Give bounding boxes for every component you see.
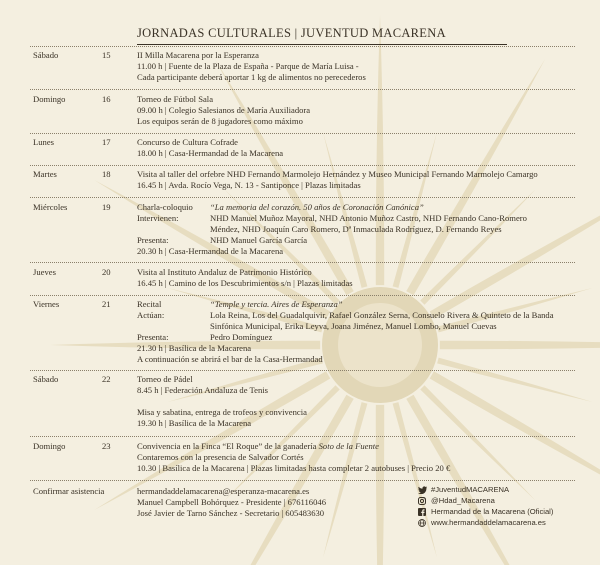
event-title: Visita al Instituto Andaluz de Patrimonio Histórico <box>137 267 312 277</box>
row-divider <box>30 295 575 296</box>
event-day: Domingo <box>33 441 66 451</box>
event-title: II Milla Macarena por la Esperanza <box>137 50 259 60</box>
event-line: 19.30 h | Basílica de la Macarena <box>137 418 252 428</box>
row-divider <box>30 165 575 166</box>
ranch-name: Soto de la Fuente <box>318 441 379 451</box>
title-divider <box>137 44 507 45</box>
event-date: 15 <box>102 50 111 60</box>
contact-email[interactable]: hermandaddelamacarena@esperanza-macarena.es <box>137 486 310 496</box>
social-twitter[interactable] <box>417 484 553 495</box>
event-title: Concurso de Cultura Cofrade <box>137 137 238 147</box>
row-divider <box>30 133 575 134</box>
event-title: Torneo de Pádel <box>137 374 193 384</box>
event-spacer <box>137 396 307 407</box>
presenter-label: Presenta: <box>137 235 169 245</box>
event-title: Torneo de Fútbol Sala <box>137 94 214 104</box>
twitter-handle: #JuventudMACARENA <box>431 485 510 494</box>
performers-list: Lola Reina, Los del Guadalquivir, Rafael González Serna, Consuelo Rivera & Quinteto de la Banda <box>210 310 554 320</box>
website-url: www.hermandaddelamacarena.es <box>431 518 546 527</box>
row-divider <box>30 436 575 437</box>
event-title: Convivencia en la Finca “El Roque” de la ganadería <box>137 441 319 451</box>
social-web[interactable] <box>417 517 553 528</box>
page-title: JORNADAS CULTURALES | JUVENTUD MACARENA <box>137 26 446 40</box>
event-day: Miércoles <box>33 202 68 212</box>
performers-list-cont: Sinfónica Municipal, Erika Leyva, Joana Jiménez, Manuel Lombo, Manuel Cuevas <box>210 321 497 331</box>
row-divider <box>30 262 575 263</box>
event-line: 09.00 h | Colegio Salesianos de María Auxiliadora <box>137 105 311 115</box>
event-day: Jueves <box>33 267 56 277</box>
event-line: Cada participante deberá aportar 1 kg de alimentos no perecederos <box>137 72 366 82</box>
speakers-label: Intervienen: <box>137 213 179 223</box>
event-line: 20.30 h | Casa-Hermandad de la Macarena <box>137 246 284 256</box>
confirm-label: Confirmar asistencia <box>33 486 105 496</box>
event-day: Martes <box>33 169 57 179</box>
twitter-icon <box>417 485 427 494</box>
social-instagram[interactable] <box>417 495 553 506</box>
performers-label: Actúan: <box>137 310 165 320</box>
instagram-icon <box>417 496 427 505</box>
contact-block <box>137 486 326 519</box>
presenter-name: NHD Manuel García García <box>210 235 308 245</box>
row-divider <box>30 46 575 47</box>
event-day: Viernes <box>33 299 60 309</box>
event-date: 20 <box>102 267 111 277</box>
event-title: Recital <box>137 299 162 309</box>
row-divider <box>30 89 575 90</box>
event-line: Contaremos con la presencia de Salvador Cortés <box>137 452 304 462</box>
event-day: Sábado <box>33 374 59 384</box>
presenter-name: Pedro Domínguez <box>210 332 273 342</box>
event-day: Domingo <box>33 94 66 104</box>
event-details <box>137 50 366 83</box>
recital-title: “Temple y tercia. Aires de Esperanza” <box>210 299 343 309</box>
event-line: 18.00 h | Casa-Hermandad de la Macarena <box>137 148 284 158</box>
contact-secretary: José Javier de Tarno Sánchez - Secretario | 605483630 <box>137 508 325 518</box>
event-date: 18 <box>102 169 111 179</box>
row-divider <box>30 370 575 371</box>
event-day: Sábado <box>33 50 59 60</box>
event-title: Misa y sabatina, entrega de trofeos y convivencia <box>137 407 307 417</box>
presenter-label: Presenta: <box>137 332 169 342</box>
event-date: 19 <box>102 202 111 212</box>
event-line: 8.45 h | Federación Andaluza de Tenis <box>137 385 269 395</box>
facebook-page: Hermandad de la Macarena (Oficial) <box>431 507 554 516</box>
web-icon <box>417 518 427 527</box>
event-date: 22 <box>102 374 111 384</box>
event-note: A continuación se abrirá el bar de la Casa-Hermandad <box>137 354 323 364</box>
sun-ray <box>376 405 384 565</box>
event-details <box>137 441 450 474</box>
event-line: 11.00 h | Fuente de la Plaza de España - Parque de María Luisa - <box>137 61 359 71</box>
event-details <box>137 267 353 289</box>
event-date: 21 <box>102 299 111 309</box>
speakers-list: NHD Manuel Muñoz Mayoral, NHD Antonio Muñoz Castro, NHD Fernando Cano-Romero <box>210 213 527 223</box>
event-title: Visita al taller del orfebre NHD Fernando Marmolejo Hernández y Museo Municipal Fernando Marmolejo Camargo <box>137 169 538 179</box>
event-details <box>137 94 310 127</box>
event-date: 16 <box>102 94 111 104</box>
event-title: Charla-coloquio <box>137 202 193 212</box>
speakers-list-cont: Méndez, NHD Joaquín Caro Romero, Dª Inmaculada Rodríguez, D. Fernando Reyes <box>210 224 502 234</box>
event-details <box>137 137 283 159</box>
event-date: 23 <box>102 441 111 451</box>
row-divider <box>30 197 575 198</box>
talk-title: “La memoria del corazón. 50 años de Coronación Canónica” <box>210 202 424 212</box>
event-details <box>137 202 527 257</box>
event-line: 10.30 | Basílica de la Macarena | Plazas limitadas hasta completar 2 autobuses | Precio 20 € <box>137 463 451 473</box>
facebook-icon <box>417 507 427 516</box>
event-details <box>137 299 554 365</box>
event-line: 16.45 h | Camino de los Descubrimientos s/n | Plazas limitadas <box>137 278 353 288</box>
event-details <box>137 169 538 191</box>
social-facebook[interactable] <box>417 506 553 517</box>
contact-president: Manuel Campbell Bohórquez - Presidente | 676116046 <box>137 497 326 507</box>
event-line: 21.30 h | Basílica de la Macarena <box>137 343 252 353</box>
social-links <box>417 484 553 528</box>
event-line: Los equipos serán de 8 jugadores como máximo <box>137 116 303 126</box>
row-divider <box>30 480 575 481</box>
instagram-handle: @Hdad_Macarena <box>431 496 495 505</box>
event-details <box>137 374 307 429</box>
event-date: 17 <box>102 137 111 147</box>
event-day: Lunes <box>33 137 55 147</box>
event-line: 16.45 h | Avda. Rocío Vega, N. 13 - Santiponce | Plazas limitadas <box>137 180 361 190</box>
